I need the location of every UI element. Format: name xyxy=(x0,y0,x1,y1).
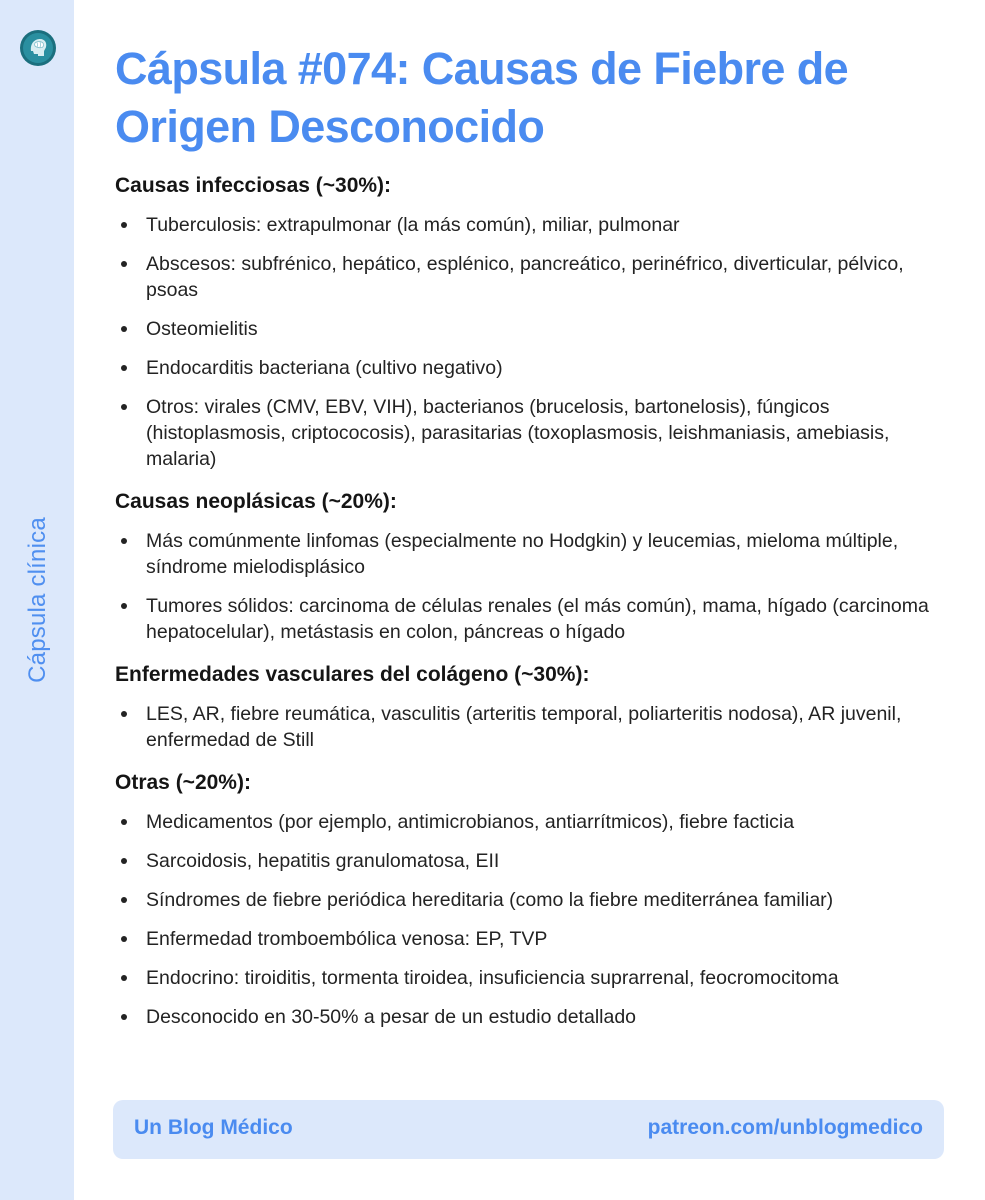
list-item xyxy=(115,528,945,580)
list-item xyxy=(115,809,945,835)
list-item-text: Sarcoidosis, hepatitis granulomatosa, EII xyxy=(146,850,500,872)
sidebar xyxy=(0,0,74,1200)
list-item xyxy=(115,1004,945,1030)
bullet-list xyxy=(115,809,945,1030)
sections-container xyxy=(115,172,945,1030)
list-item-text: Abscesos: subfrénico, hepático, esplénico, pancreático, perinéfrico, diverticular, pélvico, psoas xyxy=(146,253,904,301)
bullet-dot-icon xyxy=(121,365,127,371)
footer-brand: Un Blog Médico xyxy=(134,1116,293,1139)
section-heading: Enfermedades vasculares del colágeno (~30%): xyxy=(115,663,590,686)
bullet-dot-icon xyxy=(121,404,127,410)
list-item-text: Desconocido en 30-50% a pesar de un estudio detallado xyxy=(146,1006,637,1028)
list-item-text: Medicamentos (por ejemplo, antimicrobianos, antiarrítmicos), fiebre facticia xyxy=(146,811,795,833)
section xyxy=(115,769,945,1030)
bullet-dot-icon xyxy=(121,858,127,864)
list-item-text: Más comúnmente linfomas (especialmente no Hodgkin) y leucemias, mieloma múltiple, síndrome mielodisplásico xyxy=(146,530,899,578)
section xyxy=(115,488,945,645)
list-item-text: Enfermedad tromboembólica venosa: EP, TVP xyxy=(146,928,548,950)
bullet-dot-icon xyxy=(121,897,127,903)
sidebar-label: Cápsula clínica xyxy=(24,517,51,683)
bullet-dot-icon xyxy=(121,711,127,717)
bullet-list xyxy=(115,212,945,472)
bullet-list xyxy=(115,701,945,753)
bullet-dot-icon xyxy=(121,222,127,228)
bullet-dot-icon xyxy=(121,261,127,267)
brain-head-icon xyxy=(19,29,57,67)
page-title: Cápsula #074: Causas de Fiebre de Origen Desconocido xyxy=(115,43,849,152)
list-item xyxy=(115,355,945,381)
bullet-dot-icon xyxy=(121,326,127,332)
main-content xyxy=(115,40,945,1043)
list-item xyxy=(115,926,945,952)
list-item xyxy=(115,887,945,913)
bullet-dot-icon xyxy=(121,1014,127,1020)
list-item xyxy=(115,394,945,472)
list-item xyxy=(115,593,945,645)
bullet-dot-icon xyxy=(121,603,127,609)
section xyxy=(115,661,945,753)
list-item xyxy=(115,701,945,753)
list-item xyxy=(115,212,945,238)
list-item-text: Endocarditis bacteriana (cultivo negativo) xyxy=(146,357,503,379)
bullet-list xyxy=(115,528,945,645)
list-item-text: Tumores sólidos: carcinoma de células renales (el más común), mama, hígado (carcinoma hepatocelular), metástasis en colon, páncreas o hígado xyxy=(146,595,929,643)
bullet-dot-icon xyxy=(121,819,127,825)
section-heading: Otras (~20%): xyxy=(115,771,251,794)
list-item-text: Osteomielitis xyxy=(146,318,258,340)
list-item xyxy=(115,965,945,991)
list-item xyxy=(115,848,945,874)
bullet-dot-icon xyxy=(121,975,127,981)
list-item-text: LES, AR, fiebre reumática, vasculitis (arteritis temporal, poliarteritis nodosa), AR juvenil, enfermedad de Still xyxy=(146,703,902,751)
list-item-text: Síndromes de fiebre periódica hereditaria (como la fiebre mediterránea familiar) xyxy=(146,889,834,911)
section xyxy=(115,172,945,472)
list-item xyxy=(115,316,945,342)
list-item xyxy=(115,251,945,303)
bullet-dot-icon xyxy=(121,936,127,942)
section-heading: Causas infecciosas (~30%): xyxy=(115,174,392,197)
section-heading: Causas neoplásicas (~20%): xyxy=(115,490,397,513)
footer-bar xyxy=(113,1100,944,1159)
list-item-text: Endocrino: tiroiditis, tormenta tiroidea, insuficiencia suprarrenal, feocromocitoma xyxy=(146,967,839,989)
footer-link[interactable]: patreon.com/unblogmedico xyxy=(647,1116,923,1139)
bullet-dot-icon xyxy=(121,538,127,544)
list-item-text: Otros: virales (CMV, EBV, VIH), bacterianos (brucelosis, bartonelosis), fúngicos (histoplasmosis, criptococosis), parasitarias (toxoplasmosis, leishmaniasis, amebiasis, malaria) xyxy=(146,396,890,470)
list-item-text: Tuberculosis: extrapulmonar (la más común), miliar, pulmonar xyxy=(146,214,680,236)
